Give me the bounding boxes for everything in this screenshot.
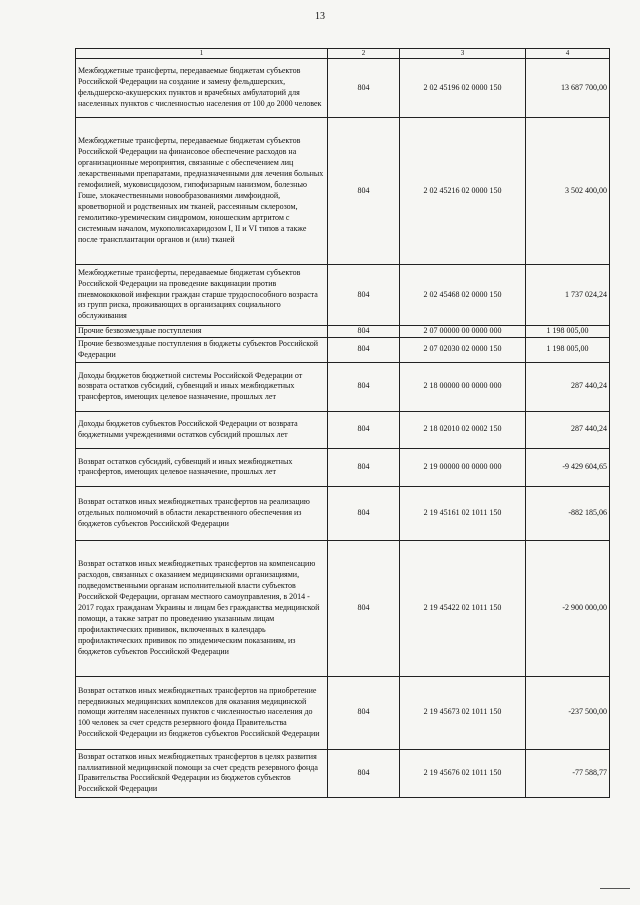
table-row xyxy=(76,486,610,540)
classification-code: 2 18 00000 00 0000 000 xyxy=(400,362,526,411)
column-number: 1 xyxy=(76,49,328,59)
admin-code: 804 xyxy=(328,540,400,676)
amount: -237 500,00 xyxy=(526,676,610,749)
classification-code: 2 19 45422 02 1011 150 xyxy=(400,540,526,676)
amount: 1 198 005,00 xyxy=(526,326,610,338)
table-row xyxy=(76,749,610,797)
amount: 287 440,24 xyxy=(526,362,610,411)
row-description: Межбюджетные трансферты, передаваемые бюджетам субъектов Российской Федерации на финансовое обеспечение расходов на организационные мероприятия, связанные с обеспечением лиц лекарственными препаратами, предназначенными для лечения больных гемофилией, муковисцидозом, гипофизарным нанизмом, болезнью Гоше, злокачественными новообразованиями лимфоидной, кроветворной и родственных им тканей, рассеянным склерозом, гемолитико-уремическим синдромом, юношеским артритом с системным началом, мукополисахаридозом I, II и VI типов а также после трансплантации органов и (или) тканей xyxy=(76,118,328,265)
admin-code: 804 xyxy=(328,749,400,797)
admin-code: 804 xyxy=(328,118,400,265)
classification-code: 2 02 45468 02 0000 150 xyxy=(400,265,526,326)
table-row xyxy=(76,337,610,362)
amount: -9 429 604,65 xyxy=(526,448,610,486)
amount: 1 737 024,24 xyxy=(526,265,610,326)
amount: -77 588,77 xyxy=(526,749,610,797)
row-description: Прочие безвозмездные поступления в бюджеты субъектов Российской Федерации xyxy=(76,337,328,362)
row-description: Возврат остатков иных межбюджетных трансфертов в целях развития паллиативной медицинской помощи за счет средств резервного фонда Правительства Российской Федерации из бюджетов субъектов Российской Федерации xyxy=(76,749,328,797)
admin-code: 804 xyxy=(328,362,400,411)
row-description: Межбюджетные трансферты, передаваемые бюджетам субъектов Российской Федерации на создание и замену фельдшерских, фельдшерско-акушерских пунктов и врачебных амбулаторий для населенных пунктов с численностью населения от 100 до 2000 человек xyxy=(76,59,328,118)
column-number-row xyxy=(76,49,610,59)
amount: -882 185,06 xyxy=(526,486,610,540)
admin-code: 804 xyxy=(328,411,400,448)
table-row xyxy=(76,540,610,676)
amount: 3 502 400,00 xyxy=(526,118,610,265)
row-description: Доходы бюджетов бюджетной системы Российской Федерации от возврата остатков субсидий, субвенций и иных межбюджетных трансфертов, имеющих целевое назначение, прошлых лет xyxy=(76,362,328,411)
classification-code: 2 19 45673 02 1011 150 xyxy=(400,676,526,749)
column-number: 3 xyxy=(400,49,526,59)
scan-edge-mark xyxy=(600,888,630,889)
row-description: Возврат остатков иных межбюджетных трансфертов на приобретение передвижных медицинских комплексов для оказания медицинской помощи жителям населенных пунктов с численностью населения до 100 человек за счет средств резервного фонда Правительства Российской Федерации из бюджетов субъектов Российской Федерации xyxy=(76,676,328,749)
table-row xyxy=(76,265,610,326)
table-row xyxy=(76,411,610,448)
classification-code: 2 19 00000 00 0000 000 xyxy=(400,448,526,486)
amount: 1 198 005,00 xyxy=(526,337,610,362)
classification-code: 2 19 45161 02 1011 150 xyxy=(400,486,526,540)
table-row xyxy=(76,448,610,486)
table-row xyxy=(76,59,610,118)
admin-code: 804 xyxy=(328,326,400,338)
admin-code: 804 xyxy=(328,448,400,486)
admin-code: 804 xyxy=(328,486,400,540)
table-row xyxy=(76,326,610,338)
table-row xyxy=(76,676,610,749)
row-description: Межбюджетные трансферты, передаваемые бюджетам субъектов Российской Федерации на проведение вакцинации против пневмококковой инфекции граждан старше трудоспособного возраста из групп риска, проживающих в организациях социального обслуживания xyxy=(76,265,328,326)
budget-table xyxy=(75,48,610,798)
admin-code: 804 xyxy=(328,265,400,326)
classification-code: 2 02 45216 02 0000 150 xyxy=(400,118,526,265)
row-description: Прочие безвозмездные поступления xyxy=(76,326,328,338)
amount: 287 440,24 xyxy=(526,411,610,448)
amount: 13 687 700,00 xyxy=(526,59,610,118)
column-number: 2 xyxy=(328,49,400,59)
classification-code: 2 18 02010 02 0002 150 xyxy=(400,411,526,448)
row-description: Возврат остатков иных межбюджетных трансфертов на компенсацию расходов, связанных с оказанием медицинскими организациями, подведомственными органам исполнительной власти субъектов Российской Федерации, органам местного самоуправления, в 2014 - 2017 годах гражданам Украины и лицам без гражданства медицинской помощи, а также затрат по проведению указанным лицам профилактических прививок, включенных в календарь профилактических прививок по эпидемическим показаниям, из бюджетов субъектов Российской Федерации xyxy=(76,540,328,676)
page-number: 13 xyxy=(315,11,325,22)
column-number: 4 xyxy=(526,49,610,59)
amount: -2 900 000,00 xyxy=(526,540,610,676)
classification-code: 2 07 00000 00 0000 000 xyxy=(400,326,526,338)
admin-code: 804 xyxy=(328,676,400,749)
table-row xyxy=(76,118,610,265)
classification-code: 2 02 45196 02 0000 150 xyxy=(400,59,526,118)
row-description: Возврат остатков субсидий, субвенций и иных межбюджетных трансфертов, имеющих целевое назначение, прошлых лет xyxy=(76,448,328,486)
admin-code: 804 xyxy=(328,59,400,118)
table-row xyxy=(76,362,610,411)
classification-code: 2 19 45676 02 1011 150 xyxy=(400,749,526,797)
admin-code: 804 xyxy=(328,337,400,362)
classification-code: 2 07 02030 02 0000 150 xyxy=(400,337,526,362)
row-description: Доходы бюджетов субъектов Российской Федерации от возврата бюджетными учреждениями остатков субсидий прошлых лет xyxy=(76,411,328,448)
row-description: Возврат остатков иных межбюджетных трансфертов на реализацию отдельных полномочий в области лекарственного обеспечения из бюджетов субъектов Российской Федерации xyxy=(76,486,328,540)
